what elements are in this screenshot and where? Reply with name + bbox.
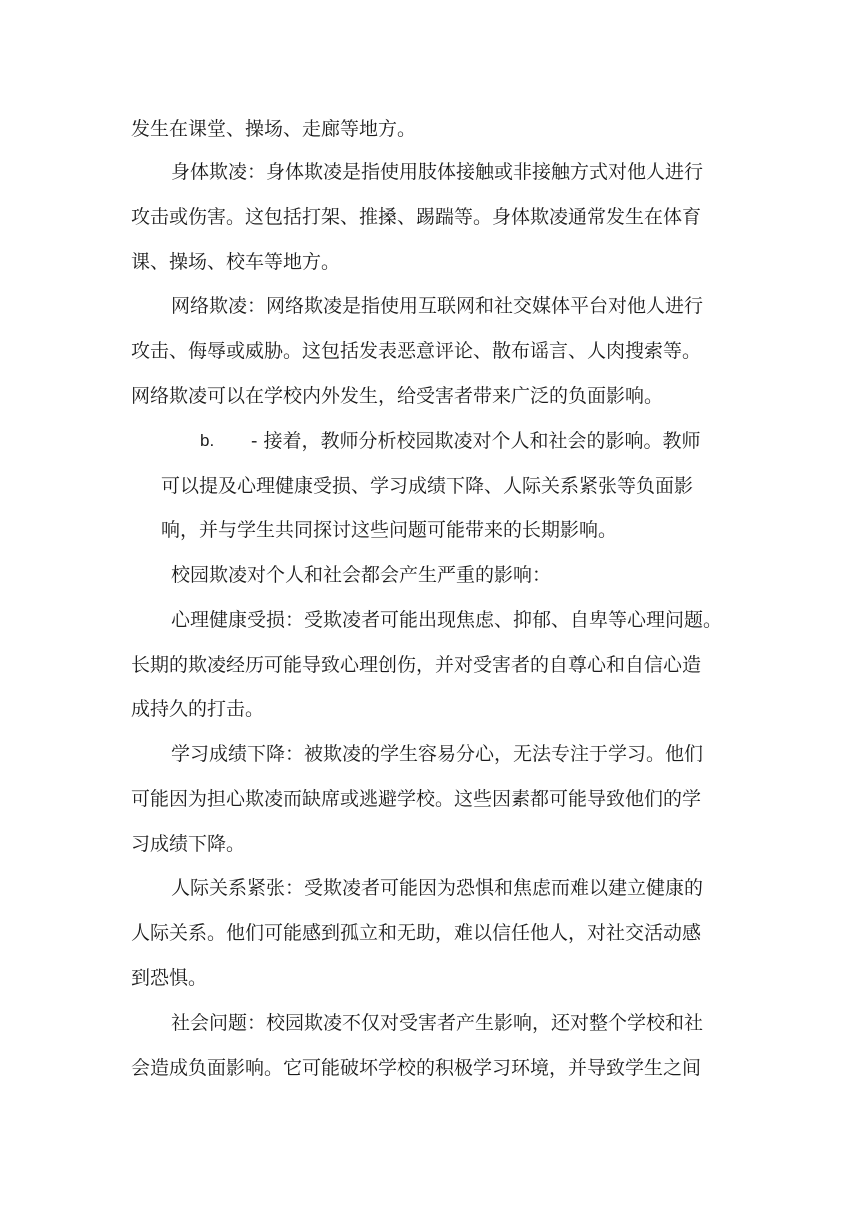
text-line: 心理健康受损：受欺凌者可能出现焦虑、抑郁、自卑等心理问题。 xyxy=(171,609,723,631)
text-line: 可能因为担心欺凌而缺席或逃避学校。这些因素都可能导致他们的学 xyxy=(131,788,702,810)
text-line: 人际关系紧张：受欺凌者可能因为恐惧和焦虑而难以建立健康的 xyxy=(171,877,704,899)
text-line: 攻击、侮辱或威胁。这包括发表恶意评论、散布谣言、人肉搜索等。 xyxy=(131,340,702,362)
text-line: 身体欺凌：身体欺凌是指使用肢体接触或非接触方式对他人进行 xyxy=(171,161,704,183)
list-item-text: - 接着，教师分析校园欺凌对个人和社会的影响。教师 xyxy=(251,430,701,452)
text-line: 响，并与学生共同探讨这些问题可能带来的长期影响。 xyxy=(161,519,618,541)
list-item xyxy=(0,429,860,453)
text-line: 习成绩下降。 xyxy=(131,833,246,855)
text-line: 课、操场、校车等地方。 xyxy=(131,251,341,273)
text-line: 长期的欺凌经历可能导致心理创伤，并对受害者的自尊心和自信心造 xyxy=(131,654,702,676)
list-marker: b. xyxy=(200,431,215,450)
text-line: 成持久的打击。 xyxy=(131,698,265,720)
text-line: 学习成绩下降：被欺凌的学生容易分心，无法专注于学习。他们 xyxy=(171,743,704,765)
text-line: 攻击或伤害。这包括打架、推搡、踢踹等。身体欺凌通常发生在体育 xyxy=(131,206,702,228)
text-line: 发生在课堂、操场、走廊等地方。 xyxy=(131,118,417,140)
text-line: 到恐惧。 xyxy=(131,967,208,989)
text-line: 社会问题：校园欺凌不仅对受害者产生影响，还对整个学校和社 xyxy=(171,1012,704,1034)
text-line: 校园欺凌对个人和社会都会产生严重的影响： xyxy=(171,564,552,586)
text-line: 会造成负面影响。它可能破坏学校的积极学习环境，并导致学生之间 xyxy=(131,1057,702,1079)
text-line: 可以提及心理健康受损、学习成绩下降、人际关系紧张等负面影 xyxy=(161,475,694,497)
text-line: 网络欺凌可以在学校内外发生，给受害者带来广泛的负面影响。 xyxy=(131,385,664,407)
text-line: 人际关系。他们可能感到孤立和无助，难以信任他人，对社交活动感 xyxy=(131,922,702,944)
text-line: 网络欺凌：网络欺凌是指使用互联网和社交媒体平台对他人进行 xyxy=(171,295,704,317)
